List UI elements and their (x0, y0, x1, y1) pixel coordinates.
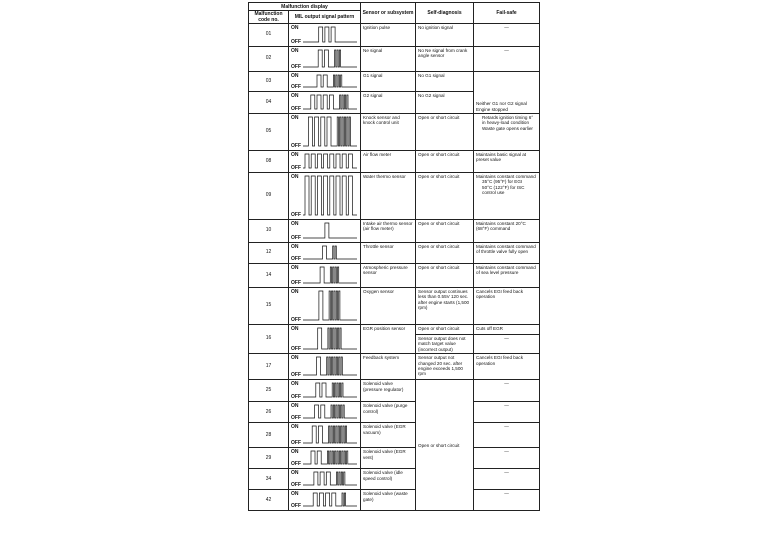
on-label: ON (291, 93, 299, 99)
pulse-train (303, 493, 357, 506)
on-label: ON (291, 48, 299, 54)
on-label: ON (291, 355, 299, 362)
code-cell: 15 (249, 288, 289, 325)
fail-safe-text: — (504, 48, 509, 53)
header-mil: MIL output signal pattern (289, 11, 361, 24)
signal-cell (289, 220, 361, 243)
table-row (249, 423, 540, 448)
on-label: ON (291, 326, 299, 332)
mil-signal-waveform (303, 49, 357, 69)
table-row (249, 325, 540, 335)
sensor-cell: Throttle sensor (361, 243, 416, 264)
mil-signal-waveform (303, 153, 357, 170)
off-label: OFF (291, 164, 301, 171)
mil-signal-waveform (303, 74, 357, 89)
on-label: ON (291, 244, 299, 250)
header-malfunction-display: Malfunction display (249, 3, 361, 11)
fail-safe-cell (474, 402, 540, 423)
off-label: OFF (291, 83, 301, 90)
table-row (249, 354, 540, 380)
fail-safe-cell (474, 325, 540, 335)
fail-safe-text: — (504, 449, 509, 455)
code-cell: 04 (249, 92, 289, 114)
table-row (249, 220, 540, 243)
self-diagnosis-cell: No G2 signal (416, 92, 474, 114)
sensor-cell: Solenoid valve (EGR vent) (361, 448, 416, 469)
table-row (249, 380, 540, 402)
on-label: ON (291, 73, 299, 79)
fail-safe-text: Cancels EGI feed back operation (476, 289, 523, 300)
sensor-cell: Intake air thermo sensor (air flow meter) (361, 220, 416, 243)
pulse-train (303, 117, 357, 146)
fail-safe-cell (474, 151, 540, 173)
pulse-train (303, 451, 357, 464)
sensor-cell: Atmospheric pressure sensor (361, 264, 416, 288)
pulse-train (303, 383, 357, 397)
pulse-train (303, 328, 357, 349)
code-cell: 08 (249, 151, 289, 173)
code-cell: 42 (249, 490, 289, 511)
mil-signal-waveform (303, 471, 357, 487)
header-self-diagnosis: Self-diagnosis (416, 3, 474, 24)
table-row (249, 151, 540, 173)
off-label: OFF (291, 481, 301, 488)
fail-safe-item: • Waste gate opens earlier (482, 126, 537, 131)
on-label: ON (291, 152, 299, 158)
mil-signal-waveform (303, 94, 357, 111)
code-cell: 28 (249, 423, 289, 448)
pulse-train (303, 246, 357, 259)
pulse-train (303, 176, 357, 215)
fail-safe-text: Cancels EGI feed back operation (476, 355, 523, 366)
pulse-train (303, 357, 357, 375)
sensor-cell: Solenoid valve (purge control) (361, 402, 416, 423)
fail-safe-cell (474, 448, 540, 469)
signal-cell (289, 47, 361, 72)
signal-cell (289, 380, 361, 402)
fail-safe-text: — (504, 381, 509, 387)
code-cell: 10 (249, 220, 289, 243)
signal-cell (289, 243, 361, 264)
self-diagnosis-cell: Open or short circuit (416, 325, 474, 335)
self-diagnosis-cell: No Ne signal from crank angle sensor (416, 47, 474, 72)
on-label: ON (291, 25, 299, 31)
mil-signal-waveform (303, 222, 357, 240)
pulse-train (303, 95, 357, 109)
fail-safe-text: Maintains constant 20°C (68°F) command (476, 221, 526, 232)
off-label: OFF (291, 255, 301, 262)
signal-cell (289, 402, 361, 423)
signal-cell (289, 92, 361, 114)
malfunction-code-table (248, 2, 540, 511)
off-label: OFF (291, 279, 301, 286)
signal-cell (289, 24, 361, 47)
table-row (249, 402, 540, 423)
self-diagnosis-cell: Open or short circuit (416, 151, 474, 173)
code-cell: 29 (249, 448, 289, 469)
fail-safe-text: — (504, 424, 509, 430)
fail-safe-cell (474, 335, 540, 354)
code-cell: 26 (249, 402, 289, 423)
off-label: OFF (291, 38, 301, 45)
on-label: ON (291, 381, 299, 388)
code-cell: 34 (249, 469, 289, 490)
fail-safe-cell (474, 173, 540, 220)
self-diagnosis-cell: Sensor output not changed 20 sec. after engine exceeds 1,500 rpm (416, 354, 474, 380)
header-fail-safe: Fail-safe (474, 3, 540, 24)
sensor-cell: EGR position sensor (361, 325, 416, 354)
table-row (249, 47, 540, 72)
fail-safe-item: • Retards ignition timing 6° in heavy-load condition (482, 115, 537, 126)
self-diagnosis-cell: Open or short circuit (416, 380, 474, 511)
code-cell: 09 (249, 173, 289, 220)
code-cell: 25 (249, 380, 289, 402)
fail-safe-cell (474, 423, 540, 448)
fail-safe-text: — (504, 403, 509, 409)
off-label: OFF (291, 414, 301, 421)
self-diagnosis-cell: No ignition signal (416, 24, 474, 47)
sensor-cell: Feedback system (361, 354, 416, 380)
on-label: ON (291, 449, 299, 456)
on-label: ON (291, 265, 299, 271)
sensor-cell: Solenoid valve (waste gate) (361, 490, 416, 511)
code-cell: 16 (249, 325, 289, 354)
signal-cell (289, 325, 361, 354)
table-row (249, 72, 540, 92)
mil-signal-waveform (303, 245, 357, 261)
header-sensor: Sensor or subsystem (361, 3, 416, 24)
fail-safe-cell (474, 469, 540, 490)
fail-safe-text: — (504, 491, 509, 497)
fail-safe-text: Cuts off EGR (476, 326, 503, 331)
pulse-train (303, 472, 357, 485)
off-label: OFF (291, 63, 301, 70)
sensor-cell: Solenoid valve (pressure regulator) (361, 380, 416, 402)
fail-safe-item: • 50°C (122°F) for ISC control use (482, 185, 537, 196)
signal-cell (289, 114, 361, 151)
table-row (249, 469, 540, 490)
self-diagnosis-cell: Open or short circuit (416, 264, 474, 288)
fail-safe-cell (474, 24, 540, 47)
signal-cell (289, 469, 361, 490)
on-label: ON (291, 424, 299, 431)
fail-safe-text: Maintains basic signal at preset value (476, 152, 527, 163)
on-label: ON (291, 470, 299, 477)
mil-signal-waveform (303, 266, 357, 285)
mil-signal-waveform (303, 356, 357, 377)
self-diagnosis-cell: Open or short circuit (416, 173, 474, 220)
off-label: OFF (291, 211, 301, 218)
off-label: OFF (291, 234, 301, 241)
mil-signal-waveform (303, 425, 357, 445)
mil-signal-waveform (303, 116, 357, 148)
sensor-cell: Solenoid valve (idle speed control) (361, 469, 416, 490)
table-row (249, 490, 540, 511)
mil-signal-waveform (303, 290, 357, 322)
self-diagnosis-cell: Open or short circuit (416, 114, 474, 151)
table-body (249, 24, 540, 511)
table-row (249, 448, 540, 469)
pulse-train (303, 154, 357, 168)
code-cell: 01 (249, 24, 289, 47)
off-label: OFF (291, 316, 301, 323)
mil-signal-waveform (303, 26, 357, 44)
pulse-train (303, 267, 357, 283)
off-label: OFF (291, 439, 301, 446)
off-label: OFF (291, 371, 301, 378)
self-diagnosis-cell: No G1 signal (416, 72, 474, 92)
off-label: OFF (291, 460, 301, 467)
table-row (249, 243, 540, 264)
signal-cell (289, 448, 361, 469)
table-row (249, 173, 540, 220)
pulse-train (303, 291, 357, 320)
signal-cell (289, 423, 361, 448)
on-label: ON (291, 289, 299, 295)
fail-safe-cell (474, 380, 540, 402)
fail-safe-item: • 35°C (95°F) for EGI (482, 179, 537, 184)
pulse-train (303, 426, 357, 443)
fail-safe-cell (474, 264, 540, 288)
code-cell: 02 (249, 47, 289, 72)
pulse-train (303, 405, 357, 418)
off-label: OFF (291, 105, 301, 112)
fail-safe-cell (474, 354, 540, 380)
header-code: Malfunction code no. (249, 11, 289, 24)
fail-safe-text: Maintains constant command (476, 174, 536, 179)
fail-safe-list (476, 179, 537, 195)
pulse-train (303, 223, 357, 238)
sensor-cell: Oxygen sensor (361, 288, 416, 325)
on-label: ON (291, 115, 299, 121)
on-label: ON (291, 221, 299, 227)
fail-safe-cell: Neither G1 nor G2 signal Engine stopped (474, 72, 540, 114)
pulse-train (303, 75, 357, 87)
on-label: ON (291, 403, 299, 410)
on-label: ON (291, 491, 299, 498)
signal-cell (289, 264, 361, 288)
self-diagnosis-cell: Sensor output continues less than 0.55V 120 sec. after engine starts (1,500 rpm) (416, 288, 474, 325)
pulse-train (303, 27, 357, 42)
sensor-cell: Ignition pulse (361, 24, 416, 47)
mil-signal-waveform (303, 382, 357, 399)
signal-cell (289, 151, 361, 173)
signal-cell (289, 173, 361, 220)
fail-safe-text: — (504, 25, 509, 30)
sensor-cell: Knock sensor and knock control unit (361, 114, 416, 151)
table-row (249, 114, 540, 151)
self-diagnosis-cell: Sensor output does not match target value (incorrect output) (416, 335, 474, 354)
on-label: ON (291, 174, 299, 180)
fail-safe-cell (474, 490, 540, 511)
signal-cell (289, 288, 361, 325)
code-cell: 12 (249, 243, 289, 264)
mil-signal-waveform (303, 492, 357, 508)
off-label: OFF (291, 142, 301, 149)
code-cell: 05 (249, 114, 289, 151)
sensor-cell: Air flow meter (361, 151, 416, 173)
self-diagnosis-cell: Open or short circuit (416, 243, 474, 264)
off-label: OFF (291, 345, 301, 352)
signal-cell (289, 490, 361, 511)
fail-safe-cell (474, 220, 540, 243)
fail-safe-text: — (504, 470, 509, 476)
code-cell: 14 (249, 264, 289, 288)
fail-safe-cell (474, 114, 540, 151)
table-row (249, 288, 540, 325)
code-cell: 17 (249, 354, 289, 380)
code-cell: 03 (249, 72, 289, 92)
mil-signal-waveform (303, 450, 357, 466)
signal-cell (289, 354, 361, 380)
mil-signal-waveform (303, 175, 357, 217)
self-diagnosis-cell: Open or short circuit (416, 220, 474, 243)
signal-cell (289, 72, 361, 92)
fail-safe-list (476, 115, 537, 131)
mil-signal-waveform (303, 404, 357, 420)
table-row (249, 24, 540, 47)
mil-signal-waveform (303, 327, 357, 351)
pulse-train (303, 50, 357, 67)
fail-safe-text: — (504, 336, 509, 341)
off-label: OFF (291, 502, 301, 509)
fail-safe-cell (474, 47, 540, 72)
fail-safe-text: Maintains constant command of throttle valve fully open (476, 244, 536, 255)
table-row (249, 264, 540, 288)
malfunction-code-table-page (248, 2, 539, 519)
fail-safe-text: Maintains constant command of sea level pressure (476, 265, 536, 276)
fail-safe-cell (474, 288, 540, 325)
sensor-cell: Ne signal (361, 47, 416, 72)
sensor-cell: G2 signal (361, 92, 416, 114)
sensor-cell: G1 signal (361, 72, 416, 92)
off-label: OFF (291, 393, 301, 400)
fail-safe-cell (474, 243, 540, 264)
sensor-cell: Water thermo sensor (361, 173, 416, 220)
sensor-cell: Solenoid valve (EGR vacuum) (361, 423, 416, 448)
